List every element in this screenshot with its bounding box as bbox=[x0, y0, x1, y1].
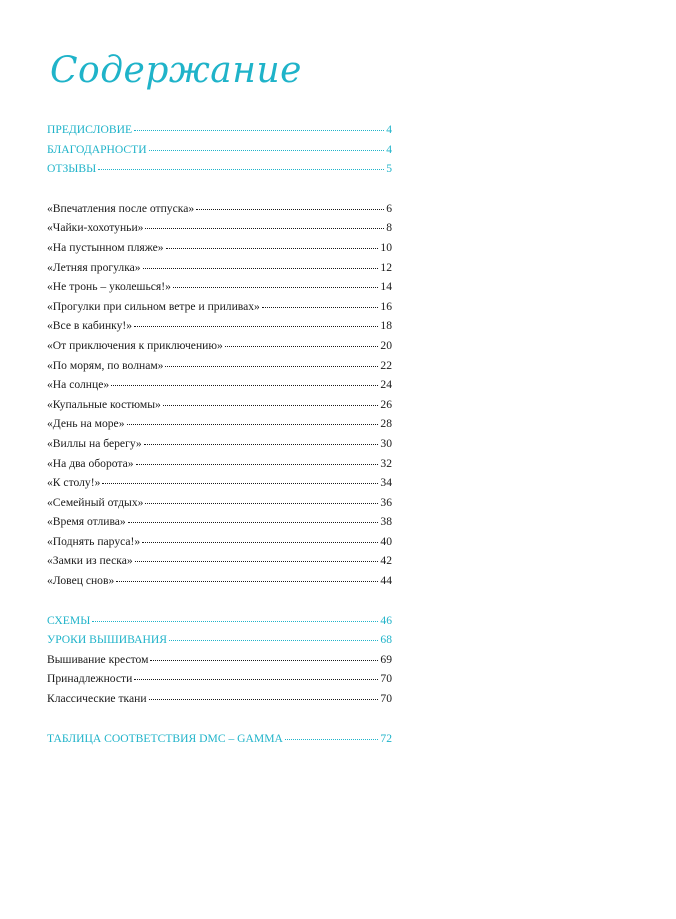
toc-entry-page: 34 bbox=[380, 476, 392, 490]
dot-leader bbox=[116, 581, 378, 582]
toc-entry-project[interactable] bbox=[47, 554, 392, 574]
dot-leader bbox=[150, 660, 378, 661]
toc-entry-label: Принадлежности bbox=[47, 672, 133, 686]
toc-entry-project[interactable] bbox=[47, 476, 392, 496]
dot-leader bbox=[285, 739, 379, 740]
dot-leader bbox=[225, 346, 379, 347]
toc-entry-project[interactable] bbox=[47, 496, 392, 516]
toc-entry-page: 4 bbox=[386, 123, 392, 136]
toc-entry-lesson-item[interactable] bbox=[47, 692, 392, 712]
toc-entry-page: 5 bbox=[386, 162, 392, 176]
toc-entry-label: «На два оборота» bbox=[47, 456, 134, 470]
dot-leader bbox=[165, 366, 378, 367]
toc-entry-label: Классические ткани bbox=[47, 692, 147, 706]
toc-entry-label: «По морям, по волнам» bbox=[47, 358, 164, 372]
toc-entry-project[interactable] bbox=[47, 261, 392, 281]
dot-leader bbox=[102, 483, 378, 484]
toc-entry-label: «Замки из песка» bbox=[47, 554, 133, 568]
toc-entry-project[interactable] bbox=[47, 280, 392, 300]
toc-entry-project[interactable] bbox=[47, 300, 392, 320]
dot-leader bbox=[134, 679, 378, 680]
toc-entry-table[interactable] bbox=[47, 732, 392, 752]
page-title: Содержание bbox=[50, 50, 302, 91]
toc-entry-project[interactable] bbox=[47, 241, 392, 261]
toc-entry-label: ПРЕДИСЛОВИЕ bbox=[47, 123, 133, 136]
toc-entry-label: БЛАГОДАРНОСТИ bbox=[47, 142, 147, 156]
toc-entry-label: «Прогулки при сильном ветре и приливах» bbox=[47, 299, 260, 313]
dot-leader bbox=[166, 248, 379, 249]
toc-entry-label: УРОКИ ВЫШИВАНИЯ bbox=[47, 633, 167, 647]
toc-entry-page: 46 bbox=[380, 613, 392, 627]
section-spacer bbox=[47, 712, 392, 732]
dot-leader bbox=[163, 405, 379, 406]
toc-entry-project[interactable] bbox=[47, 437, 392, 457]
dot-leader bbox=[136, 464, 379, 465]
toc-entry-page: 8 bbox=[386, 221, 392, 235]
toc-entry-label: «Виллы на берегу» bbox=[47, 436, 142, 450]
toc-entry-acknowledgements[interactable] bbox=[47, 143, 392, 163]
toc-entry-page: 22 bbox=[380, 358, 392, 372]
dot-leader bbox=[262, 307, 379, 308]
dot-leader bbox=[149, 150, 385, 151]
toc-entry-page: 26 bbox=[380, 397, 392, 411]
dot-leader bbox=[169, 640, 378, 641]
toc-entry-label: «Чайки-хохотуньи» bbox=[47, 221, 144, 235]
toc-entry-project[interactable] bbox=[47, 202, 392, 222]
toc-entry-page: 4 bbox=[386, 142, 392, 156]
toc-entry-label: «На пустынном пляже» bbox=[47, 240, 164, 254]
dot-leader bbox=[92, 621, 378, 622]
toc-entry-label: ТАБЛИЦА СООТВЕТСТВИЯ DMC – GAMMA bbox=[47, 731, 283, 745]
toc-entry-schemes[interactable] bbox=[47, 614, 392, 634]
toc-entry-page: 16 bbox=[380, 299, 392, 313]
toc-entry-page: 18 bbox=[380, 319, 392, 333]
toc-entry-page: 12 bbox=[380, 260, 392, 274]
toc-entry-page: 40 bbox=[380, 534, 392, 548]
dot-leader bbox=[134, 130, 384, 131]
toc-entry-label: «Впечатления после отпуска» bbox=[47, 201, 195, 215]
toc-entry-page: 68 bbox=[380, 633, 392, 647]
toc-entry-page: 42 bbox=[380, 554, 392, 568]
dot-leader bbox=[128, 522, 379, 523]
toc-entry-project[interactable] bbox=[47, 417, 392, 437]
toc-entry-project[interactable] bbox=[47, 221, 392, 241]
toc-entry-page: 10 bbox=[380, 240, 392, 254]
toc-entry-lesson-item[interactable] bbox=[47, 653, 392, 673]
toc-entry-page: 38 bbox=[380, 515, 392, 529]
toc-entry-page: 72 bbox=[380, 731, 392, 745]
table-of-contents bbox=[47, 123, 392, 751]
toc-entry-page: 70 bbox=[380, 692, 392, 706]
dot-leader bbox=[144, 444, 379, 445]
dot-leader bbox=[134, 326, 378, 327]
toc-entry-label: «Не тронь – уколешься!» bbox=[47, 280, 171, 294]
toc-entry-lessons[interactable] bbox=[47, 633, 392, 653]
dot-leader bbox=[135, 561, 379, 562]
toc-entry-lesson-item[interactable] bbox=[47, 672, 392, 692]
section-spacer bbox=[47, 182, 392, 202]
toc-entry-label: Вышивание крестом bbox=[47, 652, 149, 666]
toc-entry-label: «Купальные костюмы» bbox=[47, 397, 161, 411]
toc-entry-project[interactable] bbox=[47, 398, 392, 418]
dot-leader bbox=[145, 228, 384, 229]
toc-entry-page: 14 bbox=[380, 280, 392, 294]
toc-entry-page: 32 bbox=[380, 456, 392, 470]
toc-entry-label: «На солнце» bbox=[47, 378, 110, 392]
toc-entry-project[interactable] bbox=[47, 535, 392, 555]
dot-leader bbox=[173, 287, 379, 288]
toc-entry-project[interactable] bbox=[47, 457, 392, 477]
toc-entry-label: «Время отлива» bbox=[47, 515, 126, 529]
toc-entry-project[interactable] bbox=[47, 319, 392, 339]
toc-entry-page: 70 bbox=[380, 672, 392, 686]
toc-entry-page: 24 bbox=[380, 378, 392, 392]
toc-entry-page: 20 bbox=[380, 338, 392, 352]
dot-leader bbox=[142, 542, 378, 543]
toc-entry-label: «К столу!» bbox=[47, 476, 101, 490]
toc-entry-label: «Все в кабинку!» bbox=[47, 319, 133, 333]
toc-entry-label: «От приключения к приключению» bbox=[47, 338, 223, 352]
toc-entry-reviews[interactable] bbox=[47, 162, 392, 182]
dot-leader bbox=[127, 424, 379, 425]
toc-entry-project[interactable] bbox=[47, 339, 392, 359]
toc-entry-preface[interactable] bbox=[47, 123, 392, 143]
toc-entry-project[interactable] bbox=[47, 378, 392, 398]
toc-entry-label: «Семейный отдых» bbox=[47, 495, 144, 509]
dot-leader bbox=[111, 385, 378, 386]
toc-entry-project[interactable] bbox=[47, 574, 392, 594]
toc-entry-project[interactable] bbox=[47, 515, 392, 535]
toc-entry-project[interactable] bbox=[47, 359, 392, 379]
dot-leader bbox=[143, 268, 379, 269]
toc-entry-page: 30 bbox=[380, 436, 392, 450]
toc-entry-label: СХЕМЫ bbox=[47, 613, 91, 627]
toc-entry-label: ОТЗЫВЫ bbox=[47, 162, 97, 176]
toc-entry-page: 28 bbox=[380, 417, 392, 431]
dot-leader bbox=[196, 209, 384, 210]
toc-entry-page: 69 bbox=[380, 652, 392, 666]
toc-entry-label: «Поднять паруса!» bbox=[47, 534, 141, 548]
toc-entry-label: «День на море» bbox=[47, 417, 125, 431]
toc-entry-label: «Летняя прогулка» bbox=[47, 260, 141, 274]
toc-entry-page: 36 bbox=[380, 495, 392, 509]
toc-entry-label: «Ловец снов» bbox=[47, 574, 115, 588]
section-spacer bbox=[47, 594, 392, 614]
toc-entry-page: 6 bbox=[386, 201, 392, 215]
dot-leader bbox=[98, 169, 384, 170]
toc-entry-page: 44 bbox=[380, 574, 392, 588]
dot-leader bbox=[145, 503, 378, 504]
dot-leader bbox=[149, 699, 379, 700]
